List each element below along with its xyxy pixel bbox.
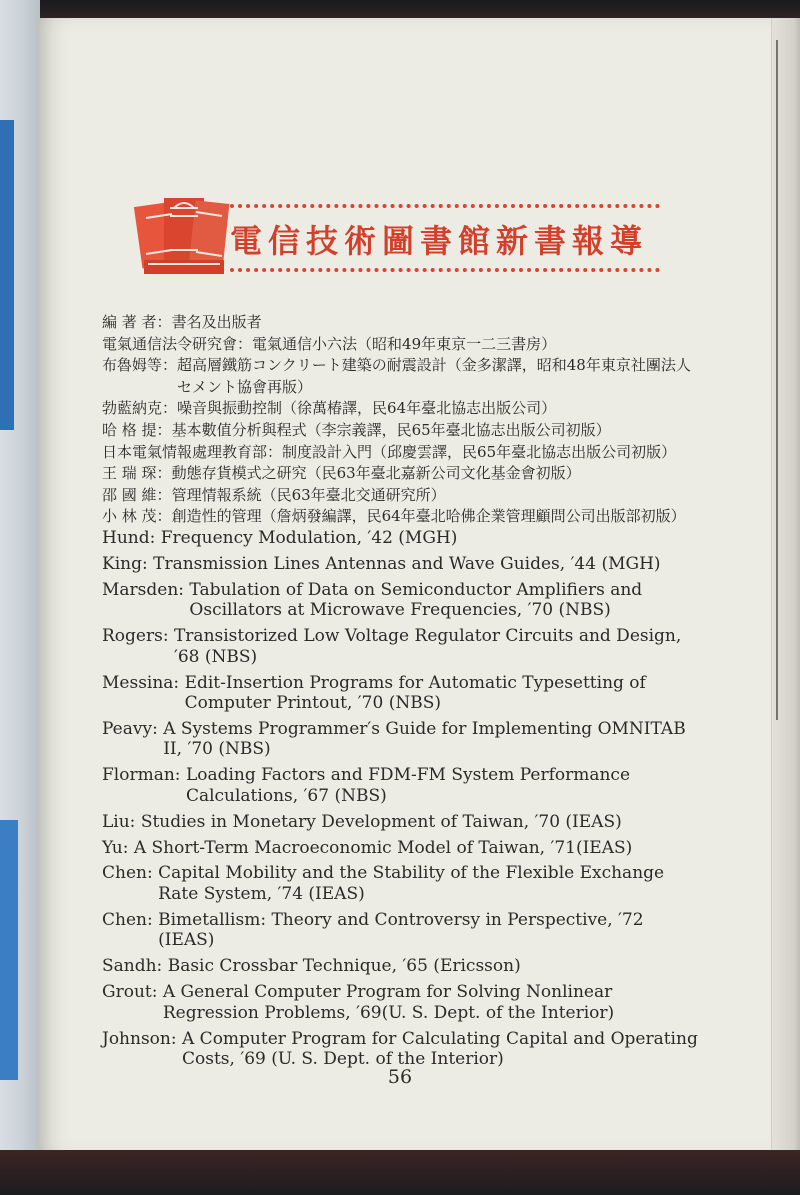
- entry-author: Rogers:: [102, 626, 169, 647]
- entry-author: Grout:: [102, 982, 158, 1003]
- entry-author: Chen:: [102, 863, 153, 884]
- entry-author: Peavy:: [102, 718, 158, 739]
- list-item: 王 瑞 琛 ： 動態存貨模式之研究（民63年臺北嘉新公司文化基金會初版）: [102, 463, 702, 485]
- dotted-rule: [230, 268, 660, 272]
- entry-author: 布魯姆等: [102, 356, 163, 375]
- english-book-list: [102, 528, 702, 1070]
- entry-title: 動態存貨模式之研究（民63年臺北嘉新公司文化基金會初版）: [171, 464, 581, 483]
- list-item: [102, 910, 702, 951]
- entry-title: 基本數值分析與程式（李宗義譯，民65年臺北協志出版公司初版）: [171, 420, 611, 439]
- entry-author: Marsden:: [102, 579, 185, 600]
- list-item: [102, 626, 702, 667]
- list-item: [102, 956, 702, 977]
- entry-title: Studies in Monetary Development of Taiwan, ′70 (IEAS): [140, 811, 622, 832]
- left-cover-edge: [0, 0, 40, 1195]
- entry-title: Edit-Insertion Programs for Automatic Typesetting of Computer Printout, ′70 (NBS): [184, 672, 646, 713]
- list-item: [102, 982, 702, 1023]
- entry-title: 制度設計入門（邱慶雲譯，民65年臺北協志出版公司初版）: [282, 442, 677, 461]
- list-item: [102, 580, 702, 621]
- list-header: 編 著 者 ： 書名及出版者: [102, 312, 702, 334]
- entry-author: Hund:: [102, 527, 156, 548]
- entry-title: 電氣通信小六法（昭和49年東京一二三書房）: [252, 334, 557, 353]
- entry-author: 日本電氣情報處理教育部: [102, 442, 268, 461]
- dotted-rule: [230, 204, 660, 208]
- list-item: 邵 國 維 ： 管理情報系統（民63年臺北交通研究所）: [102, 485, 702, 507]
- entry-title: Frequency Modulation, ′42 (MGH): [160, 527, 458, 548]
- library-banner: [134, 190, 664, 280]
- cover-art-strip: [0, 120, 14, 430]
- entry-author: 邵 國 維: [102, 485, 157, 504]
- entry-author: 王 瑞 琛: [102, 464, 157, 483]
- entry-author: 哈 格 提: [102, 420, 157, 439]
- entry-title: A General Computer Program for Solving Nonlinear Regression Problems, ′69(U. S. Dept. of the Interior): [162, 982, 615, 1023]
- entry-title: Loading Factors and FDM-FM System Performance Calculations, ′67 (NBS): [185, 765, 631, 806]
- list-item: 日本電氣情報處理教育部 ： 制度設計入門（邱慶雲譯，民65年臺北協志出版公司初版）: [102, 442, 702, 464]
- list-item: 勃藍納克 ： 噪音與振動控制（徐萬椿譯，民64年臺北協志出版公司）: [102, 398, 702, 420]
- entry-author: Liu:: [102, 811, 136, 832]
- entry-title: Transistorized Low Voltage Regulator Circuits and Design, ′68 (NBS): [173, 626, 682, 667]
- books-stack-icon: [134, 190, 234, 278]
- entry-author: Yu:: [102, 837, 129, 858]
- entry-author: 小 林 茂: [102, 507, 157, 526]
- entry-title: 管理情報系統（民63年臺北交通研究所）: [171, 485, 446, 504]
- list-item: 電氣通信法令研究會 ： 電氣通信小六法（昭和49年東京一二三書房）: [102, 334, 702, 356]
- entry-author: Chen:: [102, 909, 153, 930]
- list-item: [102, 528, 702, 549]
- entry-author: Messina:: [102, 672, 180, 693]
- entry-author: 電氣通信法令研究會: [102, 334, 238, 353]
- list-item: 小 林 茂 ： 創造性的管理（詹炳發編譯，民64年臺北哈佛企業管理顧問公司出版部初版）: [102, 506, 702, 528]
- entry-title: Bimetallism: Theory and Controversy in Perspective, ′72 (IEAS): [158, 909, 644, 951]
- entry-title: Tabulation of Data on Semiconductor Amplifiers and Oscillators at Microwave Frequencies, ′70 (NBS): [189, 579, 643, 621]
- entry-title: Transmission Lines Antennas and Wave Guides, ′44 (MGH): [153, 553, 661, 574]
- list-item: [102, 673, 702, 714]
- list-item: [102, 719, 702, 760]
- entry-title: Basic Crossbar Technique, ′65 (Ericsson): [167, 956, 521, 977]
- list-item: [102, 554, 702, 575]
- entry-author: 勃藍納克: [102, 399, 163, 418]
- list-item: [102, 765, 702, 806]
- list-item: [102, 1029, 702, 1070]
- list-item: [102, 863, 702, 904]
- entry-title: A Computer Program for Calculating Capital and Operating Costs, ′69 (U. S. Dept. of the Interior): [182, 1028, 698, 1070]
- entry-author: Johnson:: [102, 1028, 177, 1049]
- column-author-heading: 編 著 者: [102, 313, 157, 331]
- entry-title: 噪音與振動控制（徐萬椿譯，民64年臺北協志出版公司）: [177, 399, 557, 418]
- entry-title: Capital Mobility and the Stability of the Flexible Exchange Rate System, ′74 (IEAS): [158, 863, 665, 904]
- list-item: 哈 格 提 ： 基本數值分析與程式（李宗義譯，民65年臺北協志出版公司初版）: [102, 420, 702, 442]
- banner-title: 電信技術圖書館新書報導: [230, 222, 649, 260]
- entry-author: Sandh:: [102, 956, 163, 977]
- page-number: 56: [387, 1066, 413, 1088]
- chinese-book-list: [102, 312, 702, 528]
- book-spine-bottom: [0, 1150, 800, 1195]
- cover-art-strip: [0, 820, 18, 1080]
- entry-title: A Short-Term Macroeconomic Model of Taiwan, ′71(IEAS): [133, 837, 633, 858]
- entry-author: Florman:: [102, 765, 181, 786]
- list-item: [102, 838, 702, 859]
- entry-author: King:: [102, 553, 148, 574]
- list-item: [102, 812, 702, 833]
- column-title-heading: 書名及出版者: [171, 313, 262, 331]
- list-item: 布魯姆等 ： 超高層鐵筋コンクリート建築の耐震設計（金多潔譯，昭和48年東京社團法人セメント協會再版）: [102, 355, 702, 398]
- entry-title: 創造性的管理（詹炳發編譯，民64年臺北哈佛企業管理顧問公司出版部初版）: [171, 507, 686, 526]
- page-fold-line: [776, 40, 778, 720]
- entry-title: A Systems Programmer′s Guide for Implementing OMNITAB II, ′70 (NBS): [163, 718, 686, 760]
- book-list: [102, 312, 702, 1075]
- entry-title: 超高層鐵筋コンクリート建築の耐震設計（金多潔譯，昭和48年東京社團法人セメント協會再版）: [177, 356, 691, 396]
